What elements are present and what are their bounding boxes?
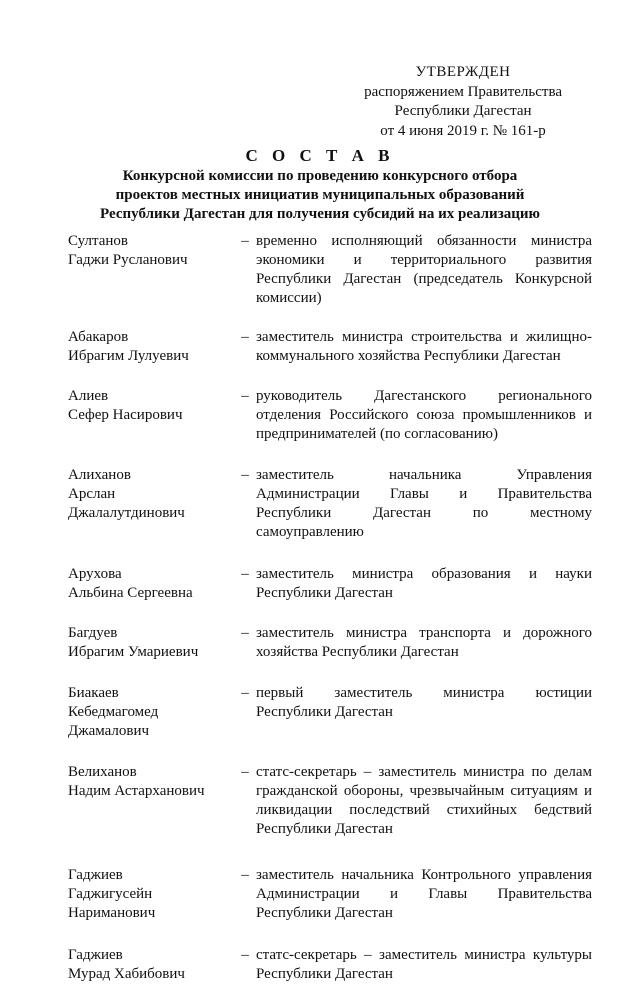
member-position-line: заместитель министра транспорта и дорожного — [256, 625, 592, 641]
member-name-line: Абакаров — [68, 329, 129, 345]
member-position — [256, 684, 592, 741]
dash-separator: – — [241, 566, 249, 582]
member-position-line: коммунального хозяйства Республики Дагестан — [256, 348, 561, 364]
member-name — [68, 624, 234, 662]
member-name-line: Гаджи Русланович — [68, 252, 188, 268]
member-name-line: Гаджиев — [68, 867, 123, 883]
member-name-line: Ибрагим Умариевич — [68, 644, 199, 660]
member-position-line: заместитель начальника Управления — [256, 467, 592, 483]
member-position-line: статс-секретарь – заместитель министра культуры — [256, 947, 592, 963]
member-name-line: Джалалутдинович — [68, 505, 185, 521]
member-name-line: Мурад Хабибович — [68, 966, 185, 982]
document-subtitle-line: проектов местных инициатив муниципальных образований — [115, 187, 525, 203]
member-position-line: статс-секретарь – заместитель министра по делам — [256, 764, 592, 780]
member-name — [68, 946, 234, 984]
dash-separator: – — [241, 867, 249, 883]
member-name-line: Сефер Насирович — [68, 407, 183, 423]
member-row — [68, 866, 592, 923]
member-name — [68, 763, 234, 839]
member-name — [68, 466, 234, 542]
member-row — [68, 565, 592, 603]
approval-title: УТВЕРЖДЕН — [415, 64, 511, 80]
member-name-line: Арслан — [68, 486, 116, 502]
member-name — [68, 684, 234, 741]
member-row — [68, 763, 592, 839]
member-name-line: Арухова — [68, 566, 122, 582]
member-position-line: Республики Дагестан — [256, 905, 393, 921]
member-position — [256, 763, 592, 839]
member-name-line: Альбина Сергеевна — [68, 585, 193, 601]
member-name-line: Ибрагим Лулуевич — [68, 348, 189, 364]
member-position — [256, 387, 592, 444]
member-position-line: Республики Дагестан — [256, 585, 393, 601]
member-row — [68, 232, 592, 308]
member-position-line: Администрации и Главы Правительства — [256, 886, 592, 902]
dash-separator: – — [241, 388, 249, 404]
dash-separator: – — [241, 625, 249, 641]
document-subtitle-line: Республики Дагестан для получения субсидий на их реализацию — [100, 206, 540, 222]
dash-separator: – — [241, 764, 249, 780]
member-position-line: гражданской обороны, чрезвычайным ситуациям и — [256, 783, 592, 799]
member-position — [256, 466, 592, 542]
document-heading — [0, 145, 640, 224]
member-name-line: Биакаев — [68, 685, 119, 701]
member-row — [68, 684, 592, 741]
member-position-line: Республики Дагестан (председатель Конкурсной — [256, 271, 592, 287]
member-name-line: Султанов — [68, 233, 128, 249]
member-position-line: временно исполняющий обязанности министра — [256, 233, 592, 249]
document-subtitle-line: Конкурсной комиссии по проведению конкурсного отбора — [122, 168, 518, 184]
member-position-line: заместитель министра строительства и жилищно- — [256, 329, 592, 345]
member-row — [68, 624, 592, 662]
member-position-line: Республики Дагестан — [256, 704, 393, 720]
member-position-line: экономики и территориального развития — [256, 252, 592, 268]
member-name-line: Надим Астарханович — [68, 783, 205, 799]
member-position-line: Республики Дагестан по местному — [256, 505, 592, 521]
member-name — [68, 328, 234, 366]
member-position-line: заместитель министра образования и науки — [256, 566, 592, 582]
member-name-line: Багдуев — [68, 625, 118, 641]
approval-line: распоряжением Правительства — [364, 83, 562, 100]
member-position — [256, 232, 592, 308]
dash-separator: – — [241, 467, 249, 483]
member-list — [68, 232, 592, 984]
member-name-line: Алиев — [68, 388, 109, 404]
member-position-line: заместитель начальника Контрольного управления — [256, 867, 592, 883]
member-name-line: Алиханов — [68, 467, 131, 483]
member-name — [68, 866, 234, 923]
member-position-line: руководитель Дагестанского регионального — [256, 388, 592, 404]
member-name-line: Джамалович — [68, 723, 150, 739]
member-row — [68, 466, 592, 542]
approval-line: Республики Дагестан — [394, 103, 532, 119]
member-position — [256, 328, 592, 366]
member-position-line: первый заместитель министра юстиции — [256, 685, 592, 701]
member-row — [68, 328, 592, 366]
member-row — [68, 946, 592, 984]
member-name-line: Кебедмагомед — [68, 704, 159, 720]
approval-stamp — [364, 63, 562, 141]
member-position-line: комиссии) — [256, 290, 322, 306]
member-position-line: хозяйства Республики Дагестан — [256, 644, 459, 660]
member-position-line: отделения Российского союза промышленников и — [256, 407, 592, 423]
dash-separator: – — [241, 233, 249, 249]
member-position-line: ликвидации последствий стихийных бедствий — [256, 802, 592, 818]
member-position — [256, 946, 592, 984]
document-title: С О С Т А В — [245, 146, 395, 165]
approval-line: от 4 июня 2019 г. № 161-р — [380, 122, 546, 139]
member-name — [68, 387, 234, 444]
member-row — [68, 387, 592, 444]
dash-separator: – — [241, 947, 249, 963]
member-position-line: предпринимателей (по согласованию) — [256, 426, 498, 442]
member-name — [68, 232, 234, 308]
member-name-line: Велиханов — [68, 764, 137, 780]
dash-separator: – — [241, 329, 249, 345]
member-position-line: Администрации Главы и Правительства — [256, 486, 592, 502]
member-position — [256, 866, 592, 923]
member-name — [68, 565, 234, 603]
member-position — [256, 565, 592, 603]
member-position-line: Республики Дагестан — [256, 821, 393, 837]
member-name-line: Гаджиев — [68, 947, 123, 963]
member-position — [256, 624, 592, 662]
member-position-line: самоуправлению — [256, 524, 364, 540]
member-name-line: Гаджигусейн — [68, 886, 153, 902]
member-position-line: Республики Дагестан — [256, 966, 393, 982]
dash-separator: – — [241, 685, 249, 701]
member-name-line: Нариманович — [68, 905, 156, 921]
